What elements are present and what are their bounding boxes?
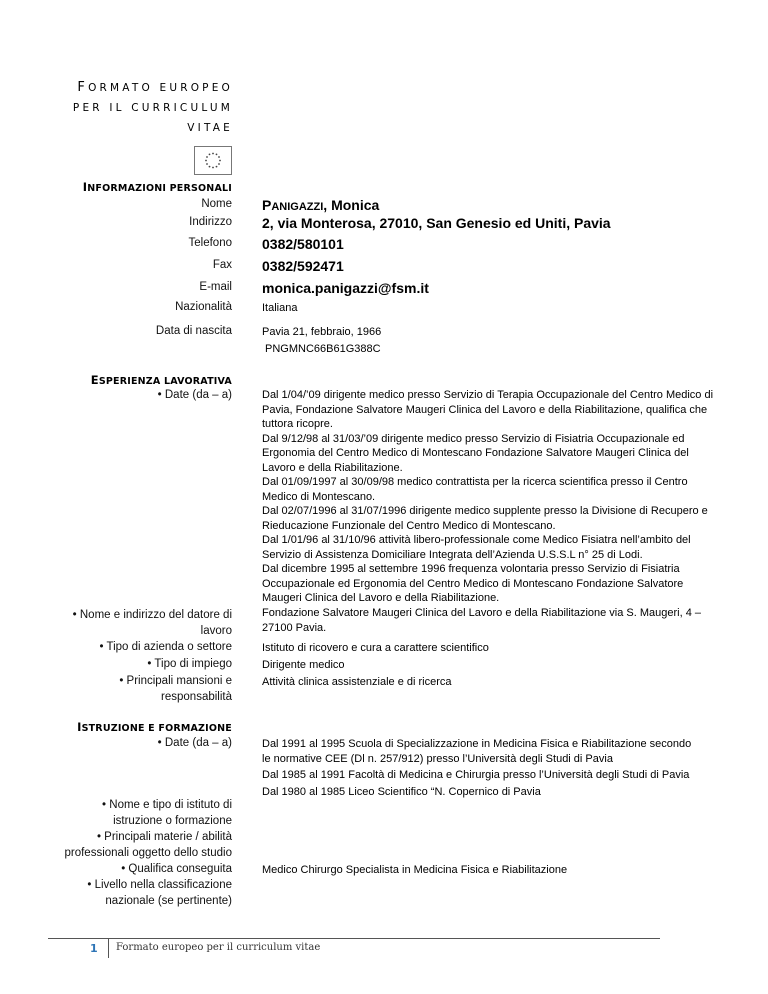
label-duties-1: • Principali mansioni e [119, 675, 232, 687]
label-nome: Nome [201, 198, 232, 210]
label-subjects-2: professionali oggetto dello studio [64, 847, 232, 859]
title-rest: ORMATO EUROPEO [88, 82, 233, 94]
section-rest: SPERIENZA LAVORATIVA [98, 376, 232, 387]
section-initial: I [77, 720, 82, 734]
label-telefono: Telefono [188, 237, 232, 249]
footer-divider [108, 938, 109, 958]
surname-initial: P [262, 197, 272, 213]
experience-entries [262, 388, 722, 606]
label-duties-2: responsabilità [161, 691, 232, 703]
section-experience [91, 373, 232, 387]
cv-title-line-2: PER IL CURRICULUM [72, 102, 233, 114]
experience-entry: Dal 01/09/1997 al 30/09/98 medico contrattista per la ricerca scientifica presso il Centro Medico di Montescano. [262, 476, 688, 503]
education-entry: Dal 1985 al 1991 Facoltà di Medicina e Chirurgia presso l’Università degli Studi di Pavia [262, 769, 690, 781]
label-fax: Fax [212, 259, 232, 271]
value-nazionalita: Italiana [262, 302, 298, 314]
section-initial: E [90, 373, 99, 387]
label-sector: • Tipo di azienda o settore [99, 641, 232, 653]
cv-title-line-1 [77, 80, 233, 95]
experience-entry: Dal 1/04/’09 dirigente medico presso Servizio di Terapia Occupazionale del Centro Medico di Pavia, Fondazione Salvatore Maugeri Clinica del Lavoro e della Riabilitazione, qualifica che tuttora ricopre. [262, 389, 714, 430]
value-fax: 0382/592471 [262, 258, 344, 274]
label-employer-2: lavoro [200, 625, 232, 637]
page-number: 1 [90, 942, 98, 955]
label-exp-date: • Date (da – a) [157, 389, 232, 401]
value-nome [262, 197, 379, 213]
value-job-type: Dirigente medico [262, 659, 345, 671]
label-job-type: • Tipo di impiego [147, 658, 232, 670]
section-rest: NFORMAZIONI PERSONALI [87, 183, 232, 194]
section-education [77, 720, 232, 734]
experience-entry: Dal 02/07/1996 al 31/07/1996 dirigente medico supplente presso la Divisione di Recupero e Rieducazione Funzionale del Centro Medico di Montescano. [262, 505, 708, 532]
education-entry: Dal 1991 al 1995 Scuola di Specializzazione in Medicina Fisica e Riabilitazione secondo le normative CEE (Dl n. 257/912) presso l’Università degli Studi di Pavia [262, 738, 692, 765]
value-indirizzo: 2, via Monterosa, 27010, San Genesio ed Uniti, Pavia [262, 215, 611, 231]
label-email: E-mail [199, 281, 232, 293]
value-qualification: Medico Chirurgo Specialista in Medicina Fisica e Riabilitazione [262, 864, 568, 876]
value-telefono: 0382/580101 [262, 236, 344, 252]
given-name: , Monica [323, 197, 380, 213]
label-qualification: • Qualifica conseguita [121, 863, 232, 875]
title-initial: F [77, 80, 89, 95]
value-email[interactable]: monica.panigazzi@fsm.it [262, 280, 429, 296]
eu-flag-icon [194, 146, 232, 175]
label-institute-2: istruzione o formazione [113, 815, 232, 827]
footer-rule [48, 938, 660, 939]
section-rest: STRUZIONE E FORMAZIONE [81, 723, 232, 734]
eu-stars-circle [195, 147, 231, 174]
experience-entry: Dal 1/01/96 al 31/10/96 attività libero-professionale come Medico Fisiatra nell’ambito del Servizio di Assistenza Domiciliare Integrata dell’Azienda U.S.S.L n° 25 di Lodi. [262, 534, 691, 561]
value-data-nascita: Pavia 21, febbraio, 1966 [262, 326, 382, 338]
education-entries [262, 737, 702, 799]
label-level-2: nazionale (se pertinente) [105, 895, 232, 907]
section-personal-info [83, 180, 232, 194]
label-subjects-1: • Principali materie / abilità [96, 831, 232, 843]
label-institute-1: • Nome e tipo di istituto di [102, 799, 232, 811]
experience-entry: Dal 9/12/98 al 31/03/’09 dirigente medico presso Servizio di Fisiatria Occupazionale ed Ergonomia del Centro Medico di Montescano Fondazione Salvatore Maugeri Clinica del Lavoro e della Riabilitazione. [262, 432, 689, 474]
value-duties: Attività clinica assistenziale e di ricerca [262, 676, 452, 688]
footer-text: Formato europeo per il curriculum vitae [116, 942, 321, 953]
label-level-1: • Livello nella classificazione [87, 879, 232, 891]
value-codice-fiscale: PNGMNC66B61G388C [265, 343, 381, 355]
label-employer-1: • Nome e indirizzo del datore di [72, 609, 232, 621]
cv-title-line-3: VITAE [187, 122, 233, 134]
section-initial: I [82, 180, 88, 194]
value-employer: Fondazione Salvatore Maugeri Clinica del Lavoro e della Riabilitazione via S. Maugeri, 4 – 27100 Pavia. [262, 607, 702, 634]
experience-entry: Dal dicembre 1995 al settembre 1996 frequenza volontaria presso Servizio di Fisiatria Occupazionale ed Ergonomia del Centro Medico di Montescano Fondazione Salvatore Maugeri Clinica del Lavoro e della Riabilitazione. [262, 563, 684, 604]
label-indirizzo: Indirizzo [189, 216, 232, 228]
value-sector: Istituto di ricovero e cura a carattere scientifico [262, 642, 489, 654]
label-data-nascita: Data di nascita [155, 325, 232, 337]
surname-rest: ANIGAZZI [271, 201, 324, 213]
education-entry: Dal 1980 al 1985 Liceo Scientifico “N. Copernico di Pavia [262, 785, 541, 798]
label-nazionalita: Nazionalità [175, 301, 232, 313]
label-edu-date: • Date (da – a) [157, 737, 232, 749]
